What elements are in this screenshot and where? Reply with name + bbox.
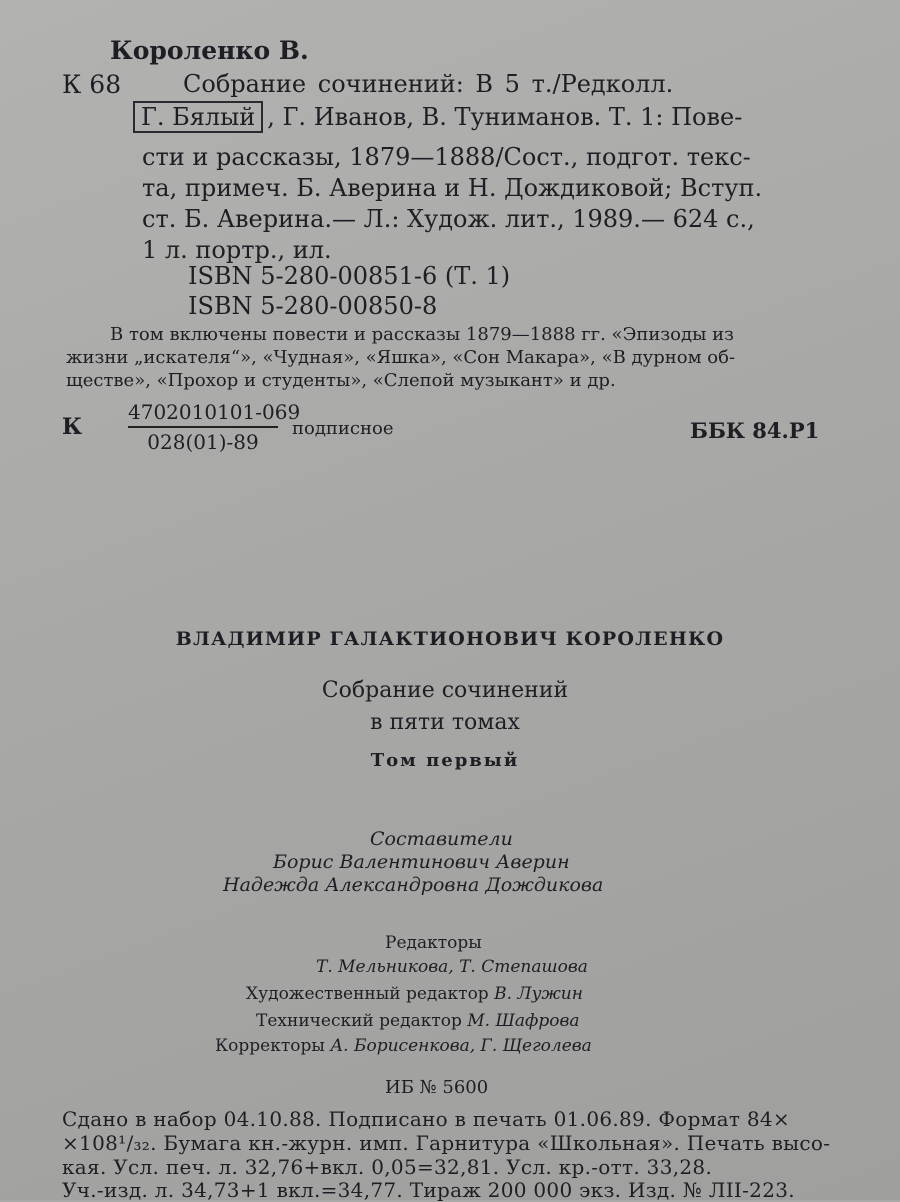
volume-label: Том первый: [370, 750, 520, 771]
catalog-line-6: 1 л. портр., ил.: [142, 236, 332, 264]
isbn-volume: ISBN 5-280-00851-6 (Т. 1): [188, 262, 511, 290]
fraction-bottom: 028(01)-89: [147, 430, 259, 454]
tech-editor-label: Технический редактор: [256, 1011, 462, 1031]
art-editor-name: В. Лужин: [494, 984, 583, 1004]
annotation-line-3: ществе», «Прохор и студенты», «Слепой музыкант» и др.: [66, 370, 616, 391]
title-line-2: в пяти томах: [370, 710, 520, 735]
imprint-line-4: Уч.-изд. л. 34,73+1 вкл.=34,77. Тираж 200 000 экз. Изд. № ЛII-223.: [62, 1178, 795, 1202]
compiler-1: Борис Валентинович Аверин: [273, 851, 570, 873]
tech-editor-line: [256, 1011, 579, 1031]
annotation-line-1: В том включены повести и рассказы 1879—1888 гг. «Эпизоды из: [110, 324, 734, 345]
index-fraction: [128, 400, 301, 454]
art-editor-line: [246, 984, 583, 1004]
imprint-line-3: кая. Усл. печ. л. 32,76+вкл. 0,05=32,81. Усл. кр.-отт. 33,28.: [62, 1155, 713, 1179]
imprint-line-2: ×108¹/₃₂. Бумага кн.-журн. имп. Гарнитура «Школьная». Печать высо-: [62, 1131, 831, 1155]
proofreaders-line: [215, 1036, 592, 1056]
subscription-note: подписное: [292, 418, 394, 439]
annotation-line-2: жизни „искателя“», «Чудная», «Яшка», «Сон Макара», «В дурном об-: [66, 347, 736, 368]
bbk-code: ББК 84.Р1: [690, 418, 820, 443]
catalog-line-3: сти и рассказы, 1879—1888/Сост., подгот. текс-: [142, 143, 751, 171]
author-full-name: ВЛАДИМИР ГАЛАКТИОНОВИЧ КОРОЛЕНКО: [175, 628, 725, 650]
catalog-line-2: [133, 103, 742, 131]
catalog-line-4: та, примеч. Б. Аверина и Н. Дождиковой; Вступ.: [142, 174, 763, 202]
title-line-1: Собрание сочинений: [321, 678, 569, 703]
fraction-top: 4702010101-069: [128, 400, 278, 428]
tech-editor-name: М. Шафрова: [467, 1011, 580, 1031]
catalog-line-2-text: , Г. Иванов, В. Туниманов. Т. 1: Пове-: [267, 103, 743, 131]
boxed-editor-name: Г. Бялый: [133, 101, 263, 133]
editors-names: Т. Мельникова, Т. Степашова: [316, 957, 588, 977]
catalog-code: К 68: [62, 70, 122, 99]
catalog-author: Короленко В.: [110, 36, 309, 65]
editors-label: Редакторы: [385, 933, 482, 953]
index-letter: К: [62, 414, 83, 440]
isbn-set: ISBN 5-280-00850-8: [188, 292, 438, 320]
art-editor-label: Художественный редактор: [246, 984, 489, 1004]
compilers-label: Составители: [370, 828, 513, 850]
ib-number: ИБ № 5600: [385, 1077, 489, 1098]
catalog-line-1: Собрание сочинений: В 5 т./Редколл.: [183, 70, 674, 98]
catalog-line-5: ст. Б. Аверина.— Л.: Худож. лит., 1989.— 624 с.,: [142, 205, 755, 233]
proofreaders-names: А. Борисенкова, Г. Щеголева: [330, 1036, 592, 1056]
compiler-2: Надежда Александровна Дождикова: [223, 874, 604, 896]
proofreaders-label: Корректоры: [215, 1036, 325, 1056]
imprint-line-1: Сдано в набор 04.10.88. Подписано в печать 01.06.89. Формат 84×: [62, 1107, 790, 1131]
